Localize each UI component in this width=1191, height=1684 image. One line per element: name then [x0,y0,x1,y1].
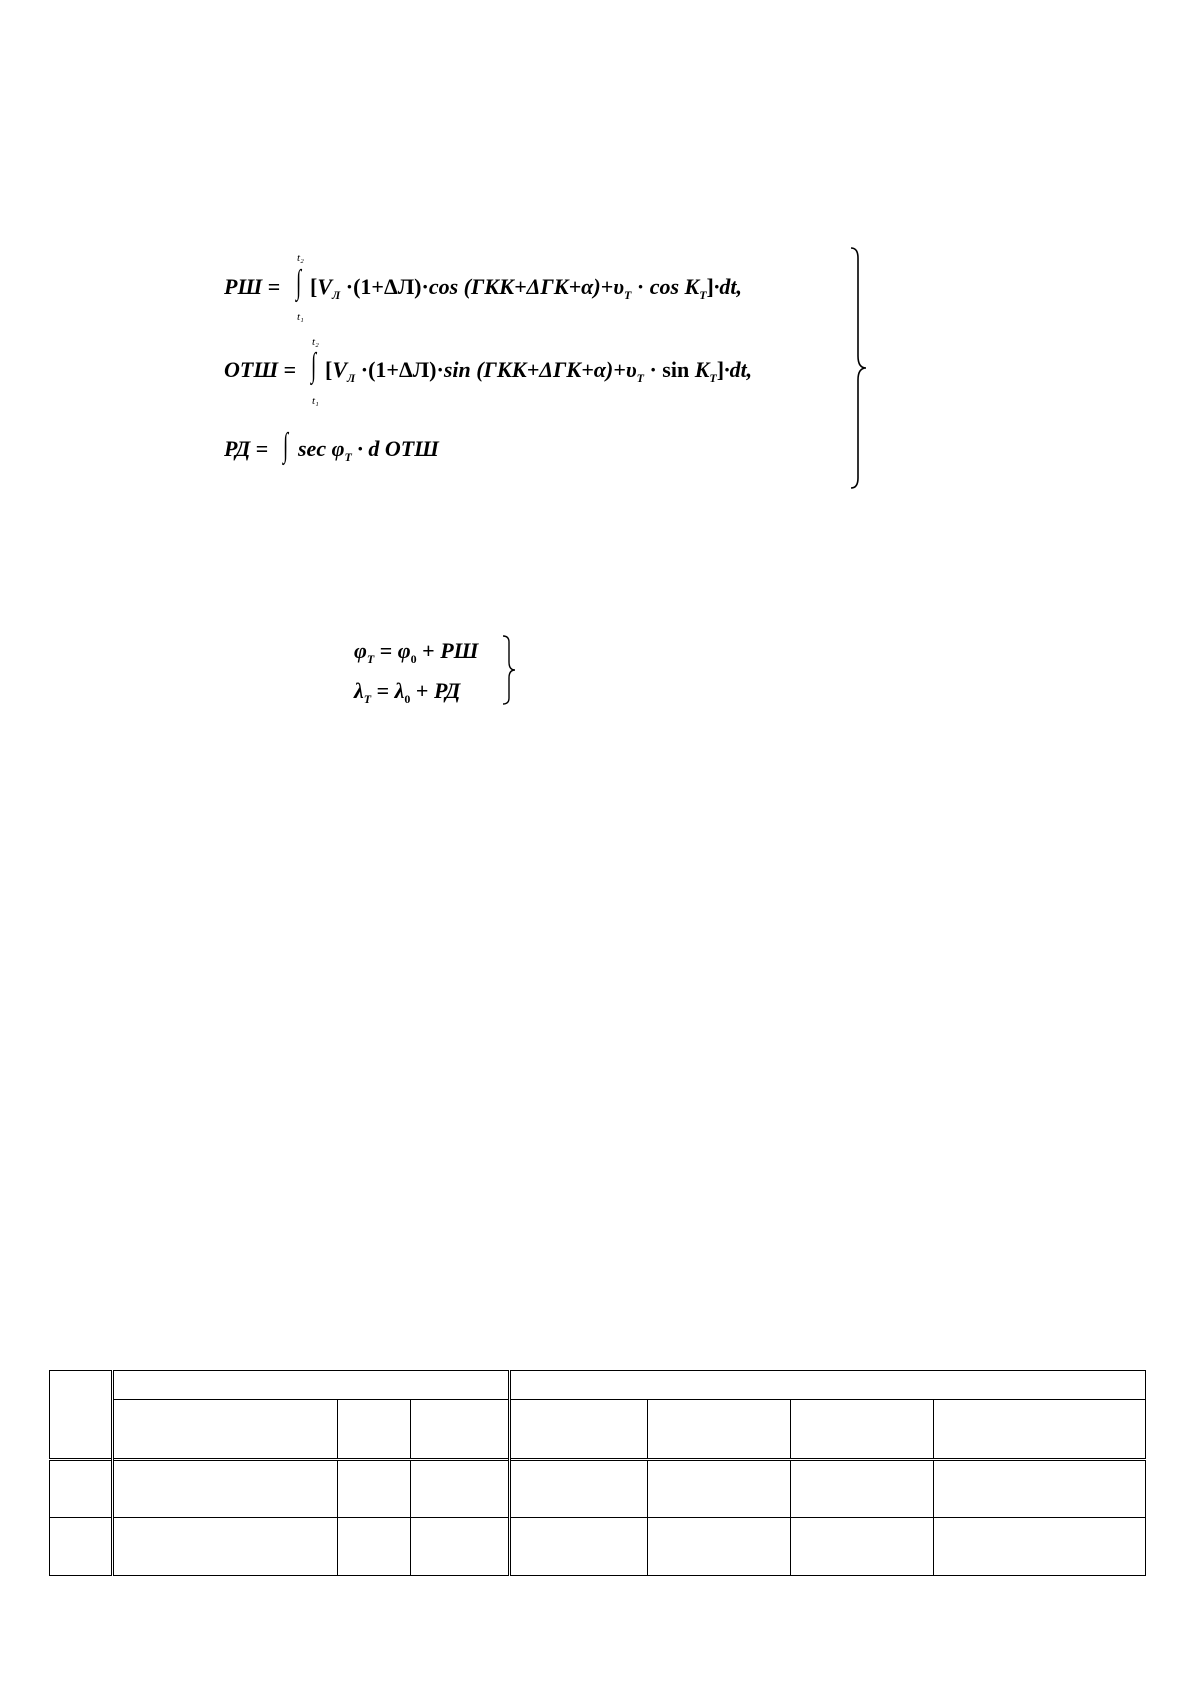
phi-equation: $\varphi_T = \varphi_0$ + РШ [354,638,479,666]
table-cell [510,1518,648,1576]
rsh-eq: = [267,274,281,299]
table-cell [791,1400,934,1460]
table-cell [338,1400,411,1460]
table-cell [648,1400,791,1460]
table-cell [50,1460,113,1518]
table-cell [50,1371,113,1460]
rd-lhs: РД [224,436,251,461]
table-cell [934,1460,1146,1518]
table-cell [113,1518,338,1576]
rsh-integrand: [$V_Л \cdot(1+\Delta Л)\cdot\cos$ $(ГКК+\Delta ГК+\alpha)+\upsilon_T \cdot \cos K_T]\cdot dt$, [310,274,742,302]
table-header-row-2 [50,1400,1146,1460]
lambda-equation: $\lambda_T = \lambda_0$ + РД [354,678,461,706]
rsh-upper-limit: t₂ [297,252,304,264]
table-cell [411,1518,510,1576]
table-cell [411,1460,510,1518]
otsh-integrand: [$V_Л \cdot(1+\Delta Л)\cdot\sin$ $(ГКК+\Delta ГК+\alpha)+\upsilon_T \cdot \sin K_T]\cdot dt$, [325,357,753,385]
formula-block-2-brace [500,634,520,706]
table-header-row-1 [50,1371,1146,1400]
table-cell [50,1518,113,1576]
table-row [50,1460,1146,1518]
otsh-upper-limit: t₂ [312,336,319,348]
rsh-integral-sign: ∫ [296,264,302,301]
table-cell [791,1518,934,1576]
table-cell [648,1460,791,1518]
empty-table [49,1370,1146,1576]
table-row [50,1518,1146,1576]
otsh-integral-sign: ∫ [311,347,317,384]
otsh-lhs: ОТШ [224,357,279,382]
table-cell [411,1400,510,1460]
otsh-lower-limit: t₁ [312,395,319,407]
table-cell [113,1371,510,1400]
table-cell [510,1460,648,1518]
table-cell [934,1518,1146,1576]
table-cell [934,1400,1146,1460]
rsh-lhs: РШ [224,274,263,299]
table-cell [510,1371,1146,1400]
table-cell [113,1400,338,1460]
otsh-eq: = [283,357,297,382]
table-cell [338,1460,411,1518]
table-cell [510,1400,648,1460]
table-cell [338,1518,411,1576]
rd-equation [224,438,268,460]
rd-eq: = [255,436,269,461]
rd-integral-sign: ∫ [283,427,289,464]
rd-integrand: $\sec \varphi_T \cdot d$ ОТШ [298,436,439,464]
table-cell [648,1518,791,1576]
otsh-equation [224,359,296,381]
table-cell [113,1460,338,1518]
rsh-equation [224,276,280,298]
table-cell [791,1460,934,1518]
rsh-lower-limit: t₁ [297,311,304,323]
formula-block-1-brace [848,246,870,490]
